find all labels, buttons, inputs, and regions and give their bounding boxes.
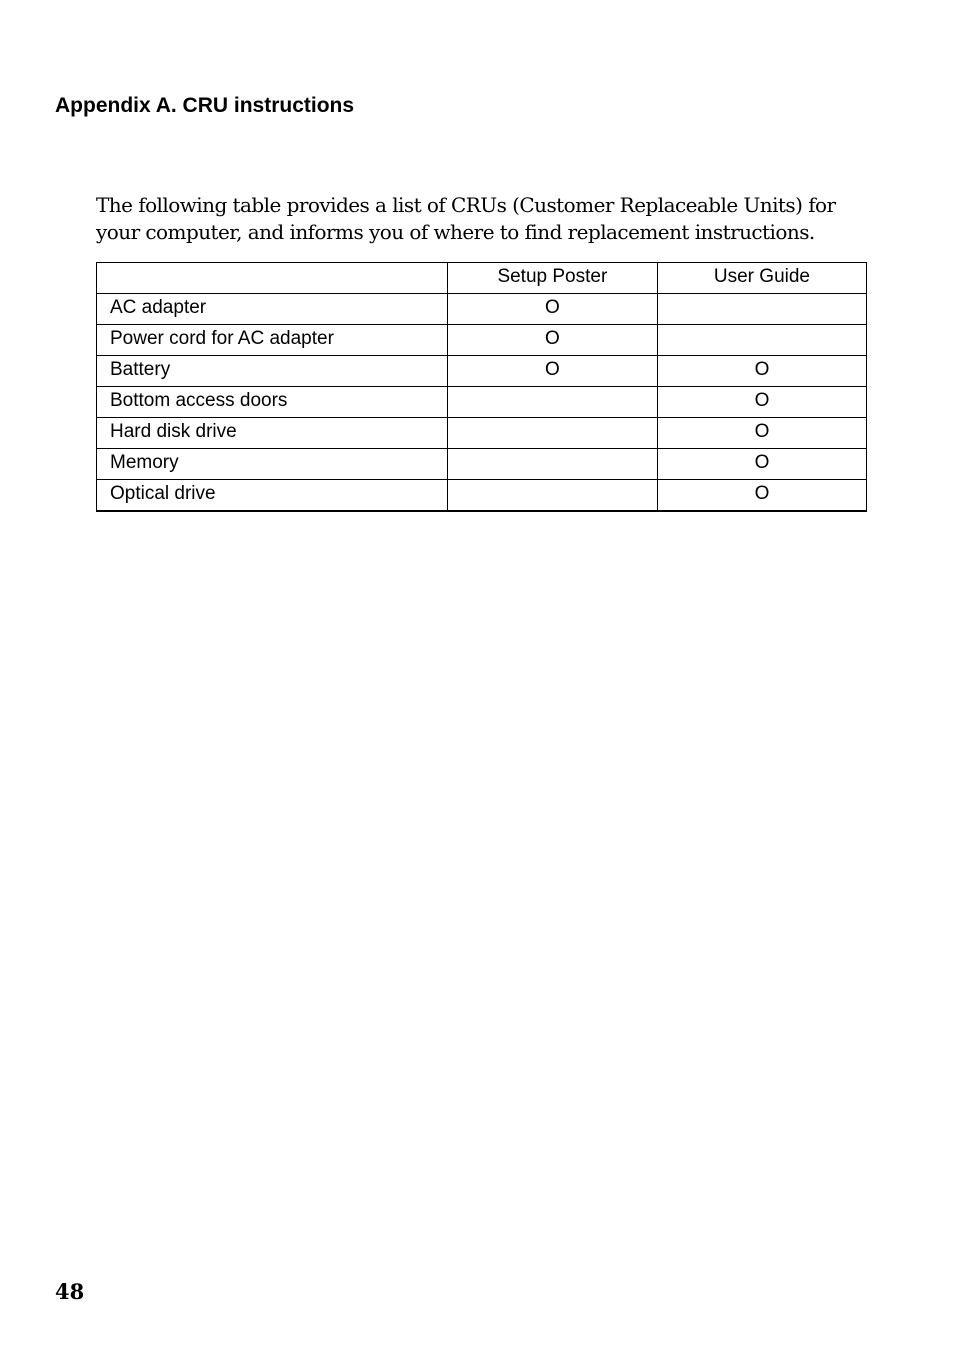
setup-poster-mark — [447, 418, 657, 449]
cru-item-name: Memory — [97, 449, 448, 480]
column-header-item — [97, 263, 448, 294]
page-header-title: Appendix A. CRU instructions — [55, 94, 355, 117]
user-guide-mark — [657, 294, 866, 325]
setup-poster-mark: O — [447, 294, 657, 325]
cru-item-name: AC adapter — [97, 294, 448, 325]
setup-poster-mark — [447, 387, 657, 418]
table-row — [97, 325, 867, 356]
cru-item-name: Optical drive — [97, 480, 448, 512]
cru-item-name: Power cord for AC adapter — [97, 325, 448, 356]
user-guide-mark: O — [657, 449, 866, 480]
user-guide-mark: O — [657, 387, 866, 418]
table-row — [97, 449, 867, 480]
intro-paragraph: The following table provides a list of CRUs (Customer Replaceable Units) for your computer, and informs you of where to find replacement instructions. — [96, 193, 836, 244]
setup-poster-mark — [447, 449, 657, 480]
page-number: 48 — [55, 1279, 85, 1304]
setup-poster-mark: O — [447, 325, 657, 356]
table-row — [97, 356, 867, 387]
setup-poster-mark: O — [447, 356, 657, 387]
table-header-row — [97, 263, 867, 294]
table-row — [97, 294, 867, 325]
setup-poster-mark — [447, 480, 657, 512]
table-row — [97, 418, 867, 449]
user-guide-mark: O — [657, 480, 866, 512]
user-guide-mark: O — [657, 418, 866, 449]
cru-item-name: Battery — [97, 356, 448, 387]
column-header-setup-poster: Setup Poster — [447, 263, 657, 294]
cru-item-name: Bottom access doors — [97, 387, 448, 418]
column-header-user-guide: User Guide — [657, 263, 866, 294]
table-row — [97, 387, 867, 418]
user-guide-mark: O — [657, 356, 866, 387]
cru-item-name: Hard disk drive — [97, 418, 448, 449]
cru-table — [96, 262, 867, 512]
table-row — [97, 480, 867, 512]
user-guide-mark — [657, 325, 866, 356]
